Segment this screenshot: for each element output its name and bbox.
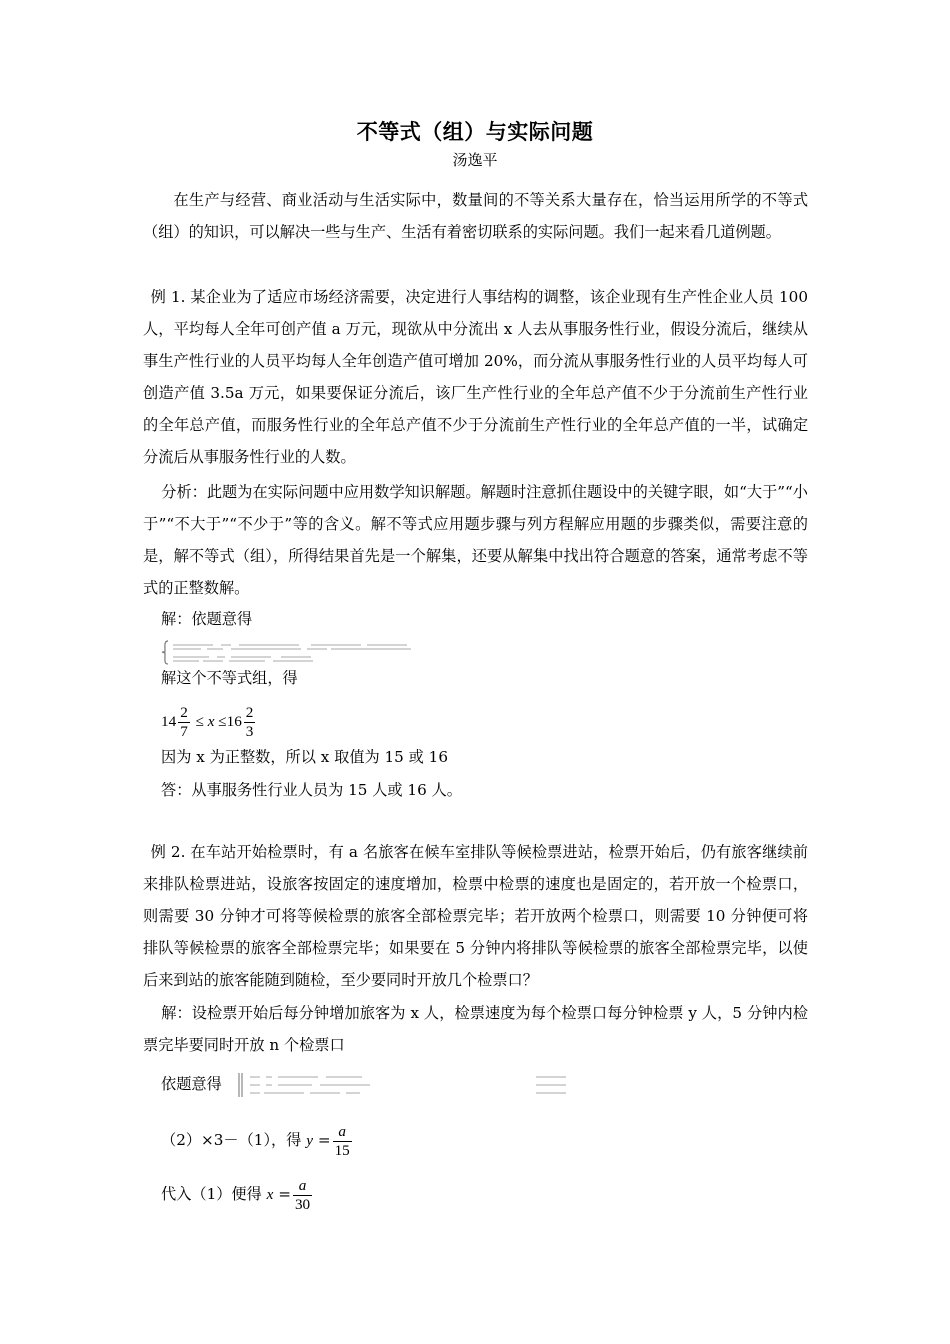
step2-text: 代入（1）便得 bbox=[161, 1185, 262, 1203]
range-right-whole: 16 bbox=[226, 713, 242, 730]
example2-step2 bbox=[161, 1172, 314, 1217]
document-title: 不等式（组）与实际问题 bbox=[356, 120, 594, 144]
step2-denominator: 30 bbox=[294, 1195, 311, 1213]
range-right-numerator: 2 bbox=[245, 704, 254, 722]
range-left-fraction bbox=[178, 704, 190, 741]
example2-system-intro: 依题意得 bbox=[161, 1075, 222, 1093]
range-left-denominator: 7 bbox=[180, 723, 188, 741]
example1-analysis: 分析：此题为在实际问题中应用数学知识解题。解题时注意抓住题设中的关键字眼，如“大于”“小于”“不大于”“不少于”等的含义。解不等式应用题步骤与列方程解应用题的步骤类似，需要注意的是，解不等式（组），所得结果首先是一个解集，还要从解集中找出符合题意的答案，通常考虑不等式的正整数解。 bbox=[143, 483, 808, 597]
step1-text: （2）×3－（1），得 bbox=[161, 1131, 302, 1149]
range-right-fraction bbox=[244, 704, 256, 741]
example1-solve-line: 解这个不等式组，得 bbox=[161, 669, 298, 687]
example2-step1 bbox=[161, 1118, 354, 1163]
range-op-1: ≤ bbox=[195, 713, 204, 730]
range-op-2: ≤ bbox=[218, 713, 227, 730]
range-right-denominator: 3 bbox=[245, 723, 254, 741]
example1-range bbox=[161, 702, 257, 742]
example2-solution: 解：设检票开始后每分钟增加旅客为 x 人，检票速度为每个检票口每分钟检票 y 人，5 分钟内检票完毕要同时开放 n 个检票口 bbox=[143, 1004, 808, 1054]
example2-problem: 例 2. 在车站开始检票时，有 a 名旅客在候车室排队等候检票进站，检票开始后，仍有旅客继续前来排队检票进站，设旅客按固定的速度增加，检票中检票的速度也是固定的，若开放一个检票口，则需要 30 分钟才可将等候检票的旅客全部检票完毕；若开放两个检票口，则需要 10 分钟便可将排队等候检票的旅客全部检票完毕；如果要在 5 分钟内将排队等候检票的旅客全部检票完毕，以使后来到站的旅客能随到随检，至少要同时开放几个检票口？ bbox=[143, 843, 808, 989]
step2-variable: x bbox=[266, 1186, 274, 1203]
example1-answer: 答：从事服务性行业人员为 15 人或 16 人。 bbox=[161, 781, 462, 799]
step1-variable: y bbox=[306, 1132, 314, 1149]
example1-solution-intro: 解：依题意得 bbox=[161, 610, 253, 628]
step1-numerator: a bbox=[338, 1122, 346, 1140]
document-author: 汤逸平 bbox=[452, 151, 498, 169]
range-left-numerator: 2 bbox=[180, 704, 188, 722]
step1-equals: = bbox=[317, 1131, 331, 1149]
step2-equals: = bbox=[278, 1185, 291, 1203]
step2-fraction bbox=[293, 1177, 312, 1214]
intro-paragraph: 在生产与经营、商业活动与生活实际中，数量间的不等关系大量存在，恰当运用所学的不等式（组）的知识，可以解决一些与生产、生活有着密切联系的实际问题。我们一起来看几道例题。 bbox=[143, 191, 808, 241]
example1-problem: 例 1. 某企业为了适应市场经济需要，决定进行人事结构的调整，该企业现有生产性企业人员 100 人，平均每人全年可创产值 a 万元，现欲从中分流出 x 人去从事服务性行业，假设分流后，继续从事生产性行业的人员平均每人全年创造产值可增加 20%，而分流从事服务性行业的人员平均每人可创造产值 3.5a 万元，如果要保证分流后，该厂生产性行业的全年总产值不少于分流前生产性行业的全年总产值，而服务性行业的全年总产值不少于分流前生产性行业的全年总产值的一半，试确定分流后从事服务性行业的人数。 bbox=[143, 288, 808, 466]
step1-fraction bbox=[333, 1123, 352, 1160]
equation-system-image bbox=[236, 1071, 586, 1099]
range-left-whole: 14 bbox=[161, 713, 177, 730]
range-variable: x bbox=[207, 713, 215, 730]
step2-numerator: a bbox=[298, 1176, 307, 1194]
step1-denominator: 15 bbox=[334, 1141, 350, 1159]
example1-integer-line: 因为 x 为正整数，所以 x 取值为 15 或 16 bbox=[161, 748, 449, 766]
